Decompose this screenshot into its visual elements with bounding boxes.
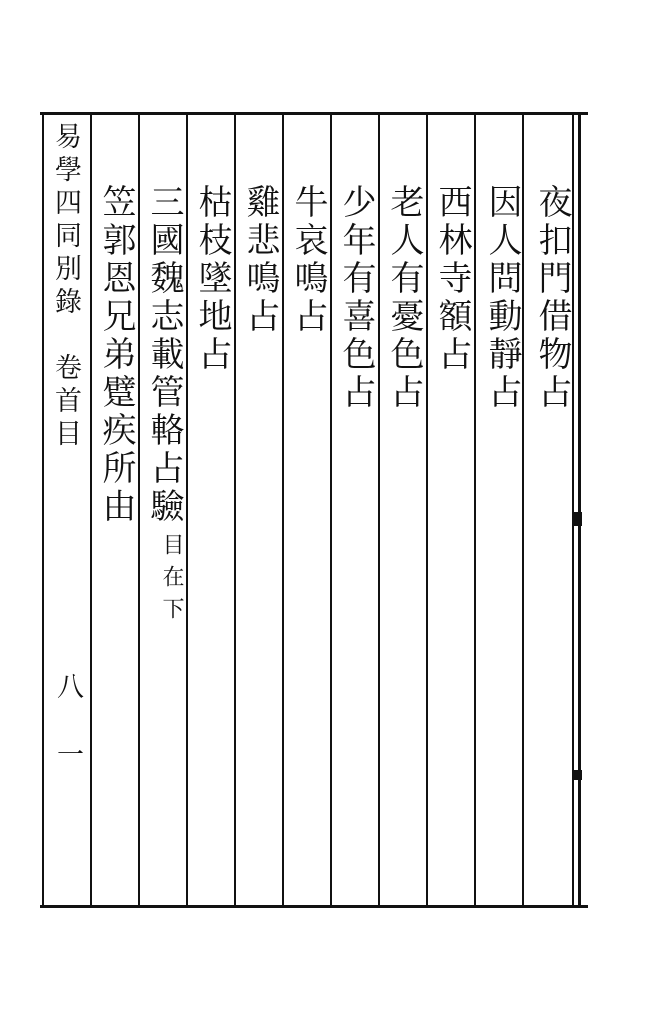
column-rule (234, 112, 236, 908)
margin-mark: 一 (52, 740, 83, 773)
column-rule (426, 112, 428, 908)
entry-8: 枯枝墜地占 (192, 184, 232, 374)
column-rule (378, 112, 380, 908)
column-rule (474, 112, 476, 908)
entry-9-note: 目在下 (159, 533, 184, 629)
column-rule (138, 112, 140, 908)
bottom-border (40, 905, 588, 908)
column-rule (330, 112, 332, 908)
entry-10: 笠郭恩兄弟躄疾所由 (96, 184, 136, 526)
entry-7: 雞悲鳴占 (240, 184, 280, 336)
entry-5: 少年有喜色占 (336, 184, 376, 412)
entry-1: 夜扣門借物占 (532, 184, 572, 412)
margin-page-number: 八 (52, 672, 83, 705)
entry-6: 牛哀鳴占 (288, 184, 328, 336)
fold-mark (572, 512, 582, 526)
column-rule (282, 112, 284, 908)
column-rule (186, 112, 188, 908)
column-rule (42, 112, 44, 908)
column-rule (90, 112, 92, 908)
column-rule (572, 112, 574, 908)
margin-book-title: 易學四同別錄 卷首目 (50, 122, 81, 452)
entry-3: 西林寺額占 (432, 184, 472, 374)
column-rule (522, 112, 524, 908)
top-border (40, 112, 588, 115)
fold-mark (572, 770, 582, 780)
entry-4: 老人有憂色占 (384, 184, 424, 412)
outer-right-border (578, 112, 581, 908)
entry-9: 三國魏志載管輅占驗 (144, 184, 184, 526)
entry-2: 因人問動靜占 (482, 184, 522, 412)
